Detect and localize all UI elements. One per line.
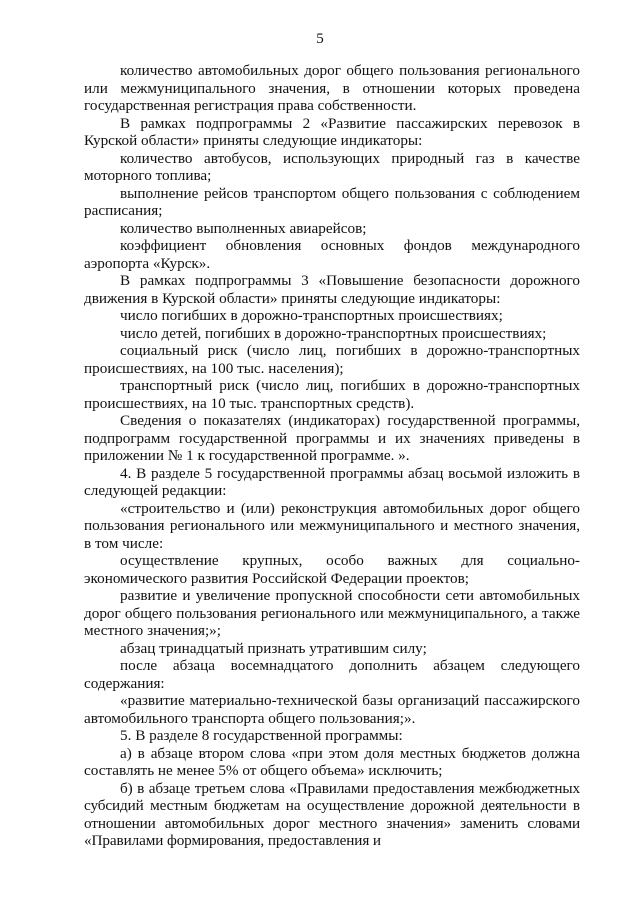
paragraph-11: транспортный риск (число лиц, погибших в дорожно-транспортных происшествиях, на 10 тыс. транспортных средств). — [84, 377, 580, 412]
page-number: 5 — [316, 31, 324, 47]
paragraph-2: В рамках подпрограммы 2 «Развитие пассажирских перевозок в Курской области» приняты следующие индикаторы: — [84, 114, 580, 149]
document-body — [84, 62, 580, 850]
paragraph-1: количество автомобильных дорог общего пользования регионального или межмуниципального значения, в отношении которых проведена государственная регистрация права собственности. — [84, 62, 580, 114]
paragraph-3: количество автобусов, использующих природный газ в качестве моторного топлива; — [84, 149, 580, 184]
paragraph-7: В рамках подпрограммы 3 «Повышение безопасности дорожного движения в Курской области» приняты следующие индикаторы: — [84, 272, 580, 307]
paragraph-21: а) в абзаце втором слова «при этом доля местных бюджетов должна составлять не менее 5% от общего объема» исключить; — [84, 744, 580, 779]
paragraph-10: социальный риск (число лиц, погибших в дорожно-транспортных происшествиях, на 100 тыс. населения); — [84, 342, 580, 377]
paragraph-14: «строительство и (или) реконструкция автомобильных дорог общего пользования регионального или межмуниципального и местного значения, в том числе: — [84, 499, 580, 552]
paragraph-6: коэффициент обновления основных фондов международного аэропорта «Курск». — [84, 237, 580, 272]
paragraph-20: 5. В разделе 8 государственной программы: — [120, 727, 403, 744]
paragraph-18: после абзаца восемнадцатого дополнить абзацем следующего содержания: — [84, 657, 580, 692]
paragraph-8: число погибших в дорожно-транспортных происшествиях; — [120, 307, 503, 324]
paragraph-17: абзац тринадцатый признать утратившим силу; — [120, 639, 427, 657]
paragraph-12: Сведения о показателях (индикаторах) государственной программы, подпрограмм государственной программы и их значениях приведены в приложении № 1 к государственной программе. ». — [84, 412, 580, 464]
paragraph-19: «развитие материально-технической базы организаций пассажирского автомобильного транспорта общего пользования;». — [84, 692, 580, 727]
paragraph-16: развитие и увеличение пропускной способности сети автомобильных дорог общего пользования регионального или межмуниципального, а также местного значения;»; — [84, 587, 580, 639]
paragraph-22: б) в абзаце третьем слова «Правилами предоставления межбюджетных субсидий местным бюджетам на осуществление дорожной деятельности в отношении автомобильных дорог местного значения» заменить словами «Правилами формирования, предоставления и — [84, 779, 580, 849]
paragraph-4: выполнение рейсов транспортом общего пользования с соблюдением расписания; — [84, 184, 580, 219]
paragraph-13: 4. В разделе 5 государственной программы абзац восьмой изложить в следующей редакции: — [84, 464, 580, 499]
paragraph-5: количество выполненных авиарейсов; — [120, 219, 367, 237]
paragraph-9: число детей, погибших в дорожно-транспортных происшествиях; — [120, 324, 547, 342]
paragraph-15: осуществление крупных, особо важных для социально-экономического развития Российской Федерации проектов; — [84, 552, 580, 587]
